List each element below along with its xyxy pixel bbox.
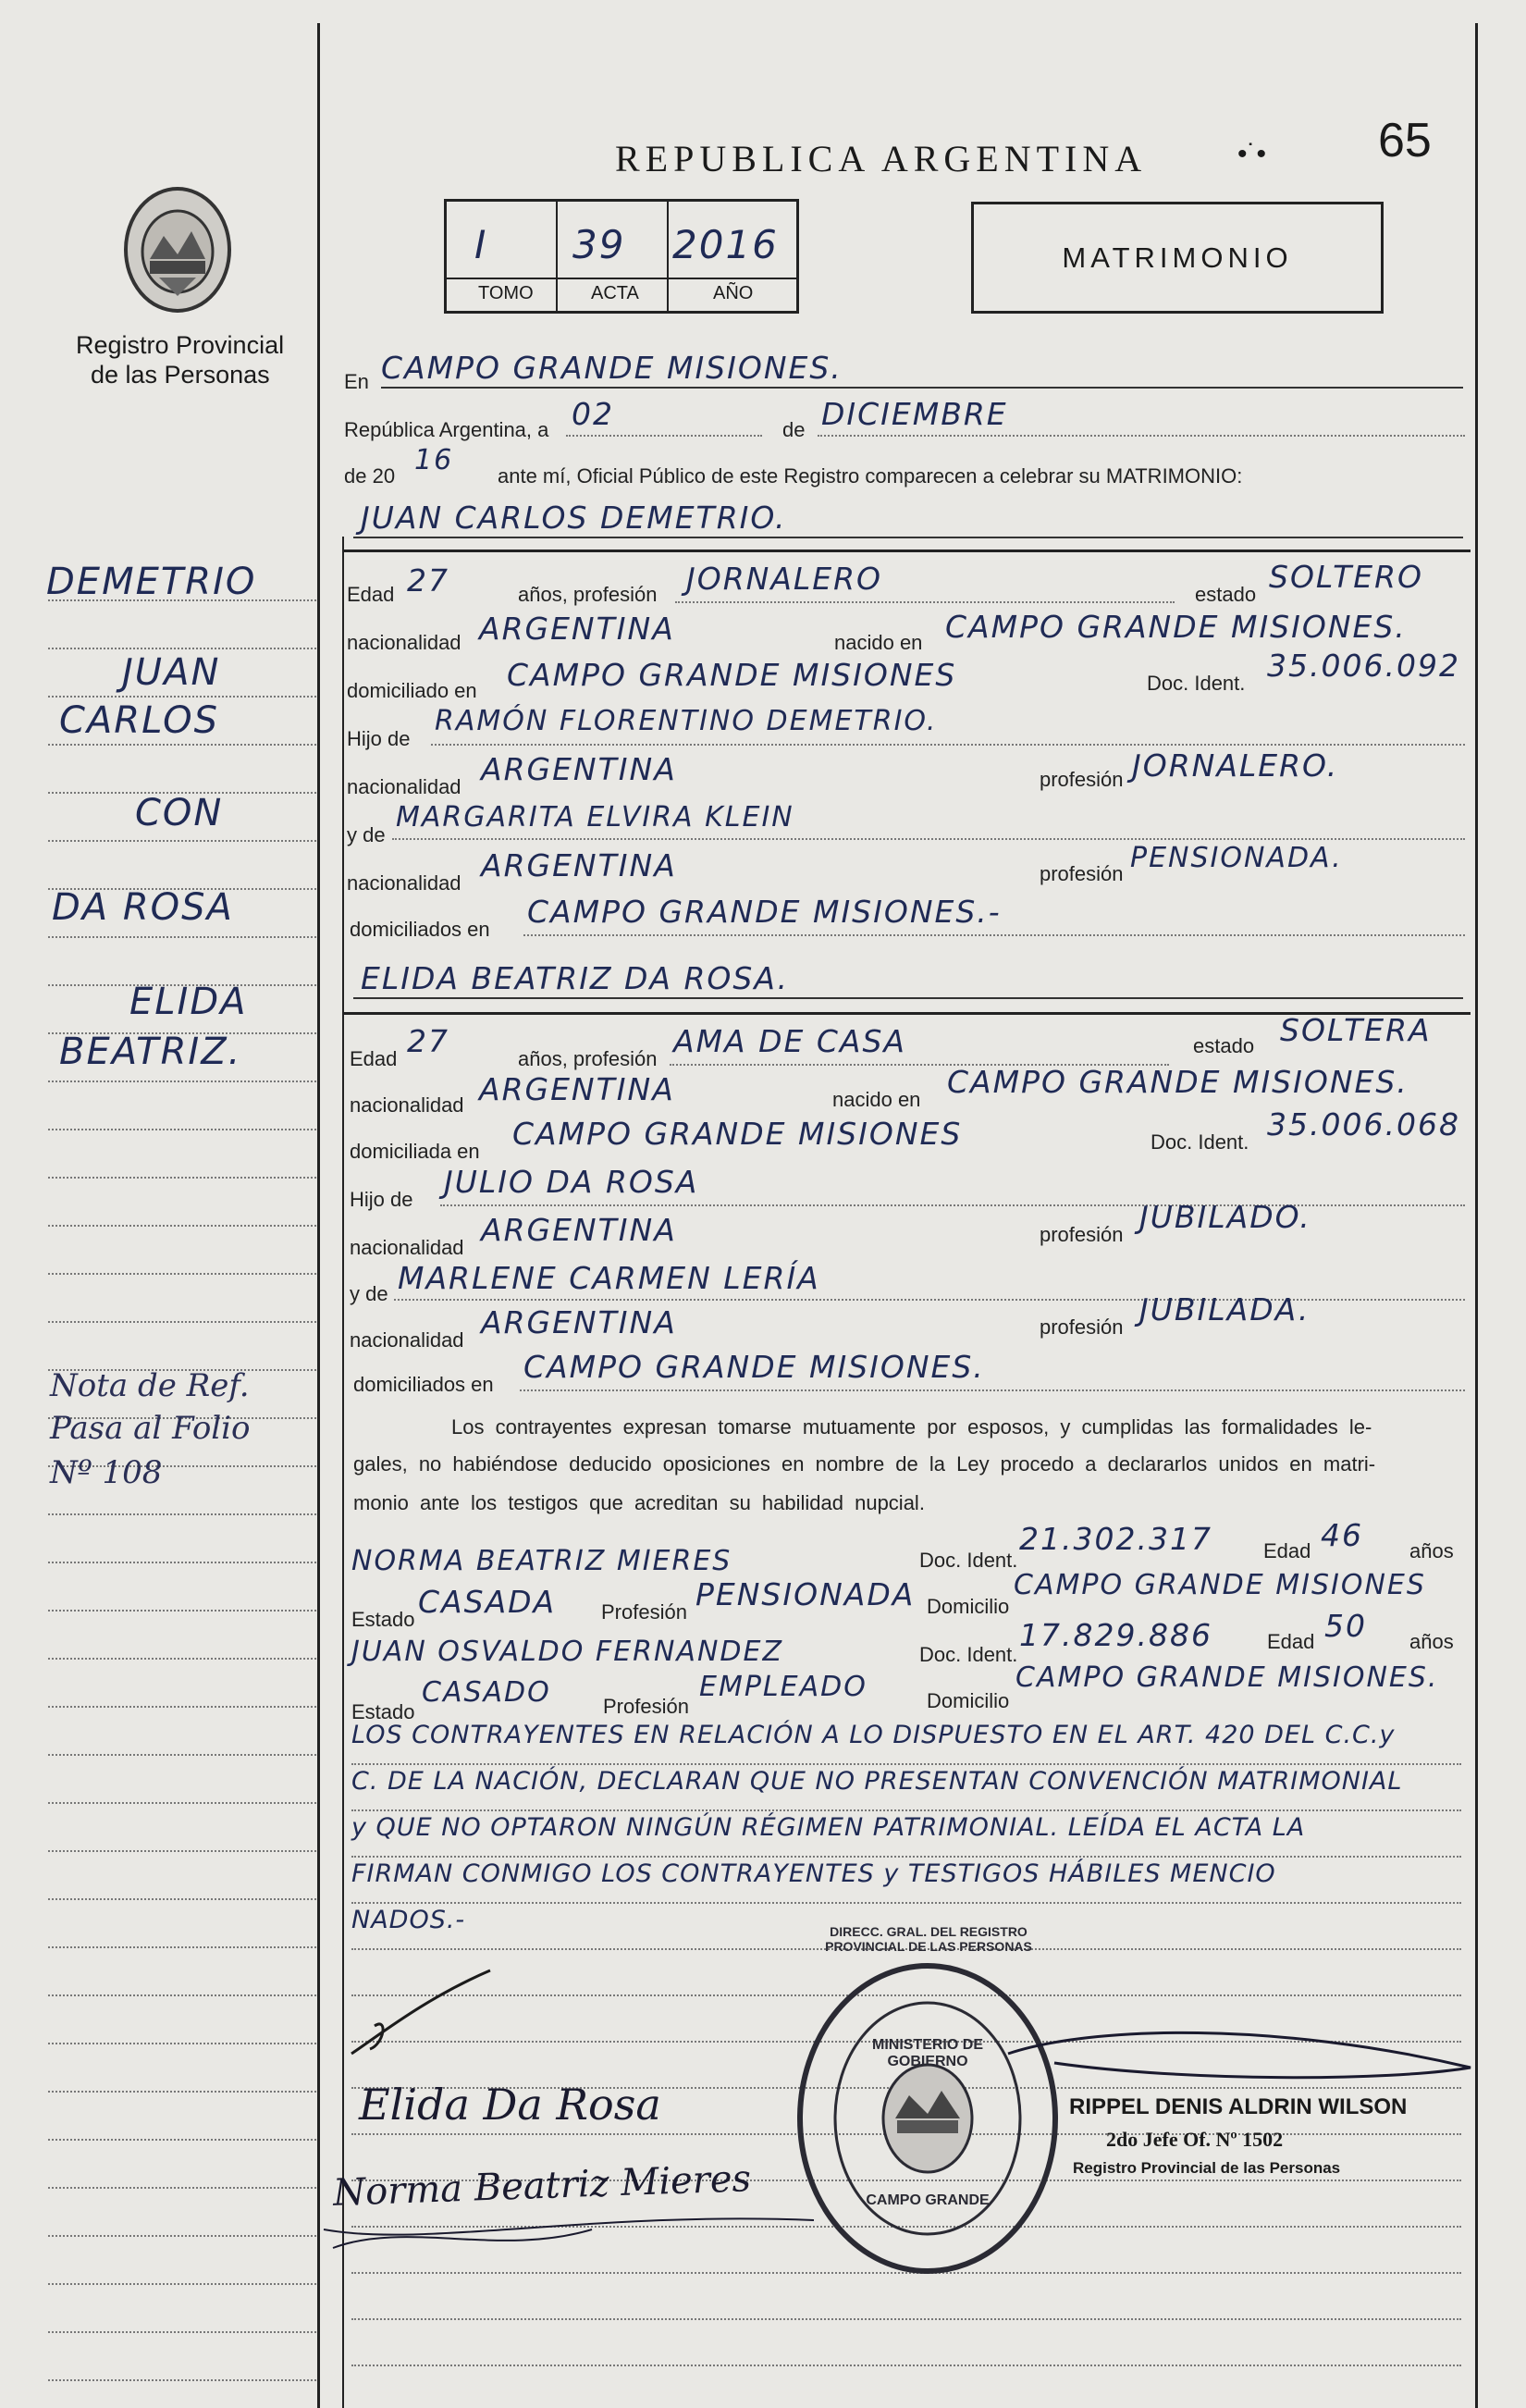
declaration-line3: monio ante los testigos que acreditan su habilidad nupcial. (353, 1491, 925, 1514)
groom-anios-label: años, profesión (518, 583, 658, 606)
margin-ruled-line (48, 744, 316, 746)
bride-domiciliados: CAMPO GRANDE MISIONES. (523, 1349, 985, 1385)
acta-label: ACTA (591, 283, 639, 303)
registry-name-line1: Registro Provincial (76, 331, 285, 359)
margin-ruled-line (48, 2235, 316, 2237)
margin-con: CON (135, 792, 224, 834)
note-line-4: FIRMAN CONMIGO LOS CONTRAYENTES y TESTIGOS HÁBILES MENCIO (351, 1859, 1276, 1888)
seal-icon (122, 185, 233, 315)
official-name: RIPPEL DENIS ALDRIN WILSON (1069, 2094, 1408, 2119)
acta-value: 39 (572, 222, 626, 267)
book-type: MATRIMONIO (1062, 241, 1293, 274)
witness2-doc: 17.829.886 (1019, 1617, 1212, 1653)
margin-ruled-line (48, 2091, 316, 2093)
groom-domiciliados-label: domiciliados en (350, 918, 490, 941)
note-line-1: LOS CONTRAYENTES EN RELACIÓN A LO DISPUESTO EN EL ART. 420 DEL C.C.y (351, 1721, 1396, 1749)
groom-madre: MARGARITA ELVIRA KLEIN (396, 801, 794, 834)
groom-madre-nac-label: nacionalidad (347, 871, 461, 895)
witness-signature-flourish (314, 2192, 832, 2257)
margin-ruled-line (48, 2379, 316, 2381)
stamp-inner-text: MINISTERIO DE GOBIERNO (871, 2037, 983, 2069)
witness1-prof: PENSIONADA (695, 1576, 916, 1612)
bride-edad: 27 (407, 1023, 449, 1059)
bride-name-line (353, 997, 1463, 999)
de-label: de (782, 418, 806, 441)
header-mark: •˙• (1237, 139, 1266, 169)
margin-ruled-line (48, 1321, 316, 1323)
groom-full-name: JUAN CARLOS DEMETRIO. (361, 500, 787, 536)
witness1-prof-label: Profesión (601, 1600, 687, 1624)
groom-profesion-line (675, 601, 1175, 603)
margin-ruled-line (48, 936, 316, 938)
witness2-prof: EMPLEADO (699, 1671, 868, 1703)
margin-ruled-line (48, 696, 316, 698)
bride-nacido-label: nacido en (832, 1088, 921, 1111)
witness1-name: NORMA BEATRIZ MIERES (351, 1545, 732, 1577)
groom-madre-line (392, 838, 1465, 840)
margin-ruled-line (48, 1081, 316, 1082)
ruled-line (351, 1763, 1461, 1765)
groom-edad-label: Edad (347, 583, 395, 606)
stamp-ring-text: DIRECC. GRAL. DEL REGISTRO PROVINCIAL DE LAS PERSONAS (825, 1924, 1032, 1954)
margin-ruled-line (48, 1706, 316, 1708)
bride-doc-label: Doc. Ident. (1151, 1130, 1249, 1154)
groom-yde-label: y de (347, 823, 386, 846)
margin-note-line2: Pasa al Folio (50, 1410, 251, 1447)
margin-ruled-line (48, 1850, 316, 1852)
bride-yde-label: y de (350, 1282, 388, 1305)
witness1-anios-label: años (1409, 1539, 1454, 1562)
groom-nacido: CAMPO GRANDE MISIONES. (945, 609, 1407, 645)
official-signature (999, 2017, 1480, 2091)
ruled-line (351, 1856, 1461, 1858)
margin-ruled-line (48, 1225, 316, 1227)
margin-note-line3: Nº 108 (50, 1454, 163, 1491)
groom-padre-line (431, 744, 1465, 746)
margin-bride-surname: DA ROSA (52, 886, 234, 929)
groom-nac-label: nacionalidad (347, 631, 461, 654)
groom-profesion: JORNALERO (686, 561, 883, 597)
bride-signature: Elida Da Rosa (359, 2080, 661, 2130)
margin-bride-first: ELIDA (129, 981, 248, 1023)
margin-ruled-line (48, 840, 316, 842)
witness2-estado-label: Estado (351, 1700, 415, 1723)
witness1-doc: 21.302.317 (1019, 1521, 1212, 1557)
witness2-name: JUAN OSVALDO FERNANDEZ (351, 1636, 784, 1668)
ruled-line (351, 2318, 1461, 2320)
witness1-dom: CAMPO GRANDE MISIONES (1014, 1569, 1426, 1601)
stamp-bottom-text: CAMPO GRANDE (866, 2192, 990, 2208)
witness-signature: Norma Beatriz Mieres (332, 2157, 752, 2215)
groom-doc: 35.006.092 (1267, 648, 1460, 684)
margin-groom-second: CARLOS (59, 699, 220, 742)
bride-nacido: CAMPO GRANDE MISIONES. (947, 1064, 1409, 1100)
groom-domiciliados: CAMPO GRANDE MISIONES.- (527, 894, 1002, 930)
witness2-dom-label: Domicilio (927, 1689, 1010, 1712)
officer-signature-mark (342, 1961, 509, 2063)
groom-padre-prof: JORNALERO. (1132, 747, 1339, 784)
left-frame-line (317, 23, 320, 2408)
margin-ruled-line (48, 1658, 316, 1660)
groom-padre-prof-label: profesión (1040, 768, 1124, 791)
official-stamp (794, 1924, 1062, 2276)
anio-label: AÑO (713, 283, 754, 303)
margin-groom-first: JUAN (122, 651, 221, 694)
bride-madre-prof-label: profesión (1040, 1315, 1124, 1339)
groom-dom-label: domiciliado en (347, 679, 477, 702)
groom-madre-prof: PENSIONADA. (1130, 842, 1343, 874)
margin-ruled-line (48, 1177, 316, 1179)
groom-domiciliados-line (523, 934, 1465, 936)
witness1-estado: CASADA (418, 1584, 557, 1620)
groom-doc-label: Doc. Ident. (1147, 672, 1246, 695)
margin-ruled-line (48, 1610, 316, 1612)
groom-padre-nac-label: nacionalidad (347, 775, 461, 798)
intro-month: DICIEMBRE (821, 396, 1008, 432)
note-line-5: NADOS.- (351, 1906, 466, 1934)
groom-nacionalidad: ARGENTINA (479, 611, 675, 647)
anio-value: 2016 (672, 222, 779, 267)
bride-padre: JULIO DA ROSA (444, 1164, 699, 1200)
bride-padre-prof: JUBILADO. (1139, 1199, 1311, 1235)
margin-ruled-line (48, 648, 316, 649)
bride-estado: SOLTERA (1280, 1012, 1432, 1048)
margin-ruled-line (48, 2331, 316, 2333)
witness2-dom: CAMPO GRANDE MISIONES. (1015, 1661, 1439, 1694)
witness2-prof-label: Profesión (603, 1695, 689, 1718)
witness2-edad: 50 (1324, 1608, 1367, 1644)
groom-section-rule (342, 550, 1471, 552)
intro-day: 02 (572, 396, 614, 432)
intro-month-line (818, 435, 1465, 437)
bride-nacionalidad: ARGENTINA (479, 1071, 675, 1107)
margin-ruled-line (48, 1273, 316, 1275)
groom-padre: RAMÓN FLORENTINO DEMETRIO. (435, 705, 938, 737)
bride-domiciliados-label: domiciliados en (353, 1373, 494, 1396)
margin-bride-second: BEATRIZ. (59, 1031, 242, 1073)
tomo-label: TOMO (478, 283, 534, 303)
ruled-line (351, 2365, 1461, 2366)
intro-year: 16 (414, 444, 454, 476)
margin-ruled-line (48, 2043, 316, 2044)
witness1-estado-label: Estado (351, 1608, 415, 1631)
official-title: 2do Jefe Of. Nº 1502 (1106, 2128, 1284, 2151)
year-prefix: de 20 (344, 464, 396, 488)
witness1-edad-label: Edad (1263, 1539, 1311, 1562)
bride-padre-nac-label: nacionalidad (350, 1236, 464, 1259)
margin-note-line1: Nota de Ref. (50, 1367, 250, 1404)
intro-sentence: ante mí, Oficial Público de este Registro comparecen a celebrar su MATRIMONIO: (498, 464, 1243, 488)
ruled-line (351, 1902, 1461, 1904)
declaration-line1: Los contrayentes expresan tomarse mutuamente por esposos, y cumplidas las formalidades le- (451, 1415, 1372, 1439)
groom-estado: SOLTERO (1269, 559, 1423, 595)
margin-groom-surname: DEMETRIO (46, 561, 257, 603)
bride-domiciliados-line (520, 1389, 1465, 1391)
bride-full-name: ELIDA BEATRIZ DA ROSA. (361, 960, 790, 996)
bride-edad-label: Edad (350, 1047, 398, 1070)
book-type-box (971, 202, 1384, 314)
groom-hijo-label: Hijo de (347, 727, 411, 750)
bride-madre-nac-label: nacionalidad (350, 1328, 464, 1352)
tomo-value: I (474, 222, 488, 267)
groom-madre-nac: ARGENTINA (481, 847, 677, 883)
witness2-estado: CASADO (422, 1676, 551, 1709)
margin-ruled-line (48, 1994, 316, 1996)
bride-profesion: AMA DE CASA (673, 1023, 907, 1059)
margin-ruled-line (48, 1129, 316, 1130)
bride-estado-label: estado (1193, 1034, 1255, 1057)
bride-anios-label: años, profesión (518, 1047, 658, 1070)
page-number: 65 (1378, 114, 1432, 167)
bride-padre-nac: ARGENTINA (481, 1212, 677, 1248)
official-office: Registro Provincial de las Personas (1073, 2159, 1341, 2177)
declaration-line2: gales, no habiéndose deducido oposiciones en nombre de la Ley procedo a declararlos unidos en matri- (353, 1452, 1376, 1476)
groom-domicilio: CAMPO GRANDE MISIONES (507, 657, 957, 693)
groom-madre-prof-label: profesión (1040, 862, 1124, 885)
witness2-doc-label: Doc. Ident. (919, 1643, 1018, 1666)
province-logo (122, 185, 233, 315)
bride-madre-nac: ARGENTINA (481, 1304, 677, 1340)
registry-name-line2: de las Personas (91, 361, 270, 389)
margin-ruled-line (48, 1946, 316, 1948)
bride-nac-label: nacionalidad (350, 1093, 464, 1117)
note-line-2: C. DE LA NACIÓN, DECLARAN QUE NO PRESENTAN CONVENCIÓN MATRIMONIAL (351, 1767, 1403, 1796)
groom-name-line (353, 537, 1463, 538)
witness2-edad-label: Edad (1267, 1630, 1315, 1653)
republica-label: República Argentina, a (344, 418, 549, 441)
margin-ruled-line (48, 1562, 316, 1563)
groom-estado-label: estado (1195, 583, 1257, 606)
witness1-doc-label: Doc. Ident. (919, 1549, 1018, 1572)
country-heading: REPUBLICA ARGENTINA (615, 138, 1148, 179)
margin-ruled-line (48, 2283, 316, 2285)
margin-ruled-line (48, 2187, 316, 2189)
margin-ruled-line (48, 1898, 316, 1900)
content-left-line (342, 537, 344, 2408)
groom-padre-nac: ARGENTINA (481, 751, 677, 787)
witness1-dom-label: Domicilio (927, 1595, 1010, 1618)
ruled-line (351, 1809, 1461, 1811)
bride-madre: MARLENE CARMEN LERÍA (398, 1260, 820, 1296)
intro-place: CAMPO GRANDE MISIONES. (381, 350, 843, 386)
groom-nacido-label: nacido en (834, 631, 923, 654)
groom-edad: 27 (407, 562, 449, 599)
intro-place-line (381, 387, 1463, 389)
witness1-edad: 46 (1321, 1517, 1363, 1553)
bride-doc: 35.006.068 (1267, 1106, 1460, 1142)
intro-day-line (566, 435, 762, 437)
witness2-anios-label: años (1409, 1630, 1454, 1653)
bride-dom-label: domiciliada en (350, 1140, 480, 1163)
bride-hijo-label: Hijo de (350, 1188, 413, 1211)
bride-domicilio: CAMPO GRANDE MISIONES (512, 1116, 963, 1152)
margin-ruled-line (48, 1754, 316, 1756)
margin-ruled-line (48, 2139, 316, 2141)
en-label: En (344, 370, 369, 393)
note-line-3: y QUE NO OPTARON NINGÚN RÉGIMEN PATRIMONIAL. LEÍDA EL ACTA LA (351, 1813, 1306, 1842)
margin-ruled-line (48, 1513, 316, 1515)
bride-madre-prof: JUBILADA. (1139, 1291, 1311, 1327)
margin-ruled-line (48, 1802, 316, 1804)
record-number-box (444, 199, 799, 314)
bride-padre-prof-label: profesión (1040, 1223, 1124, 1246)
